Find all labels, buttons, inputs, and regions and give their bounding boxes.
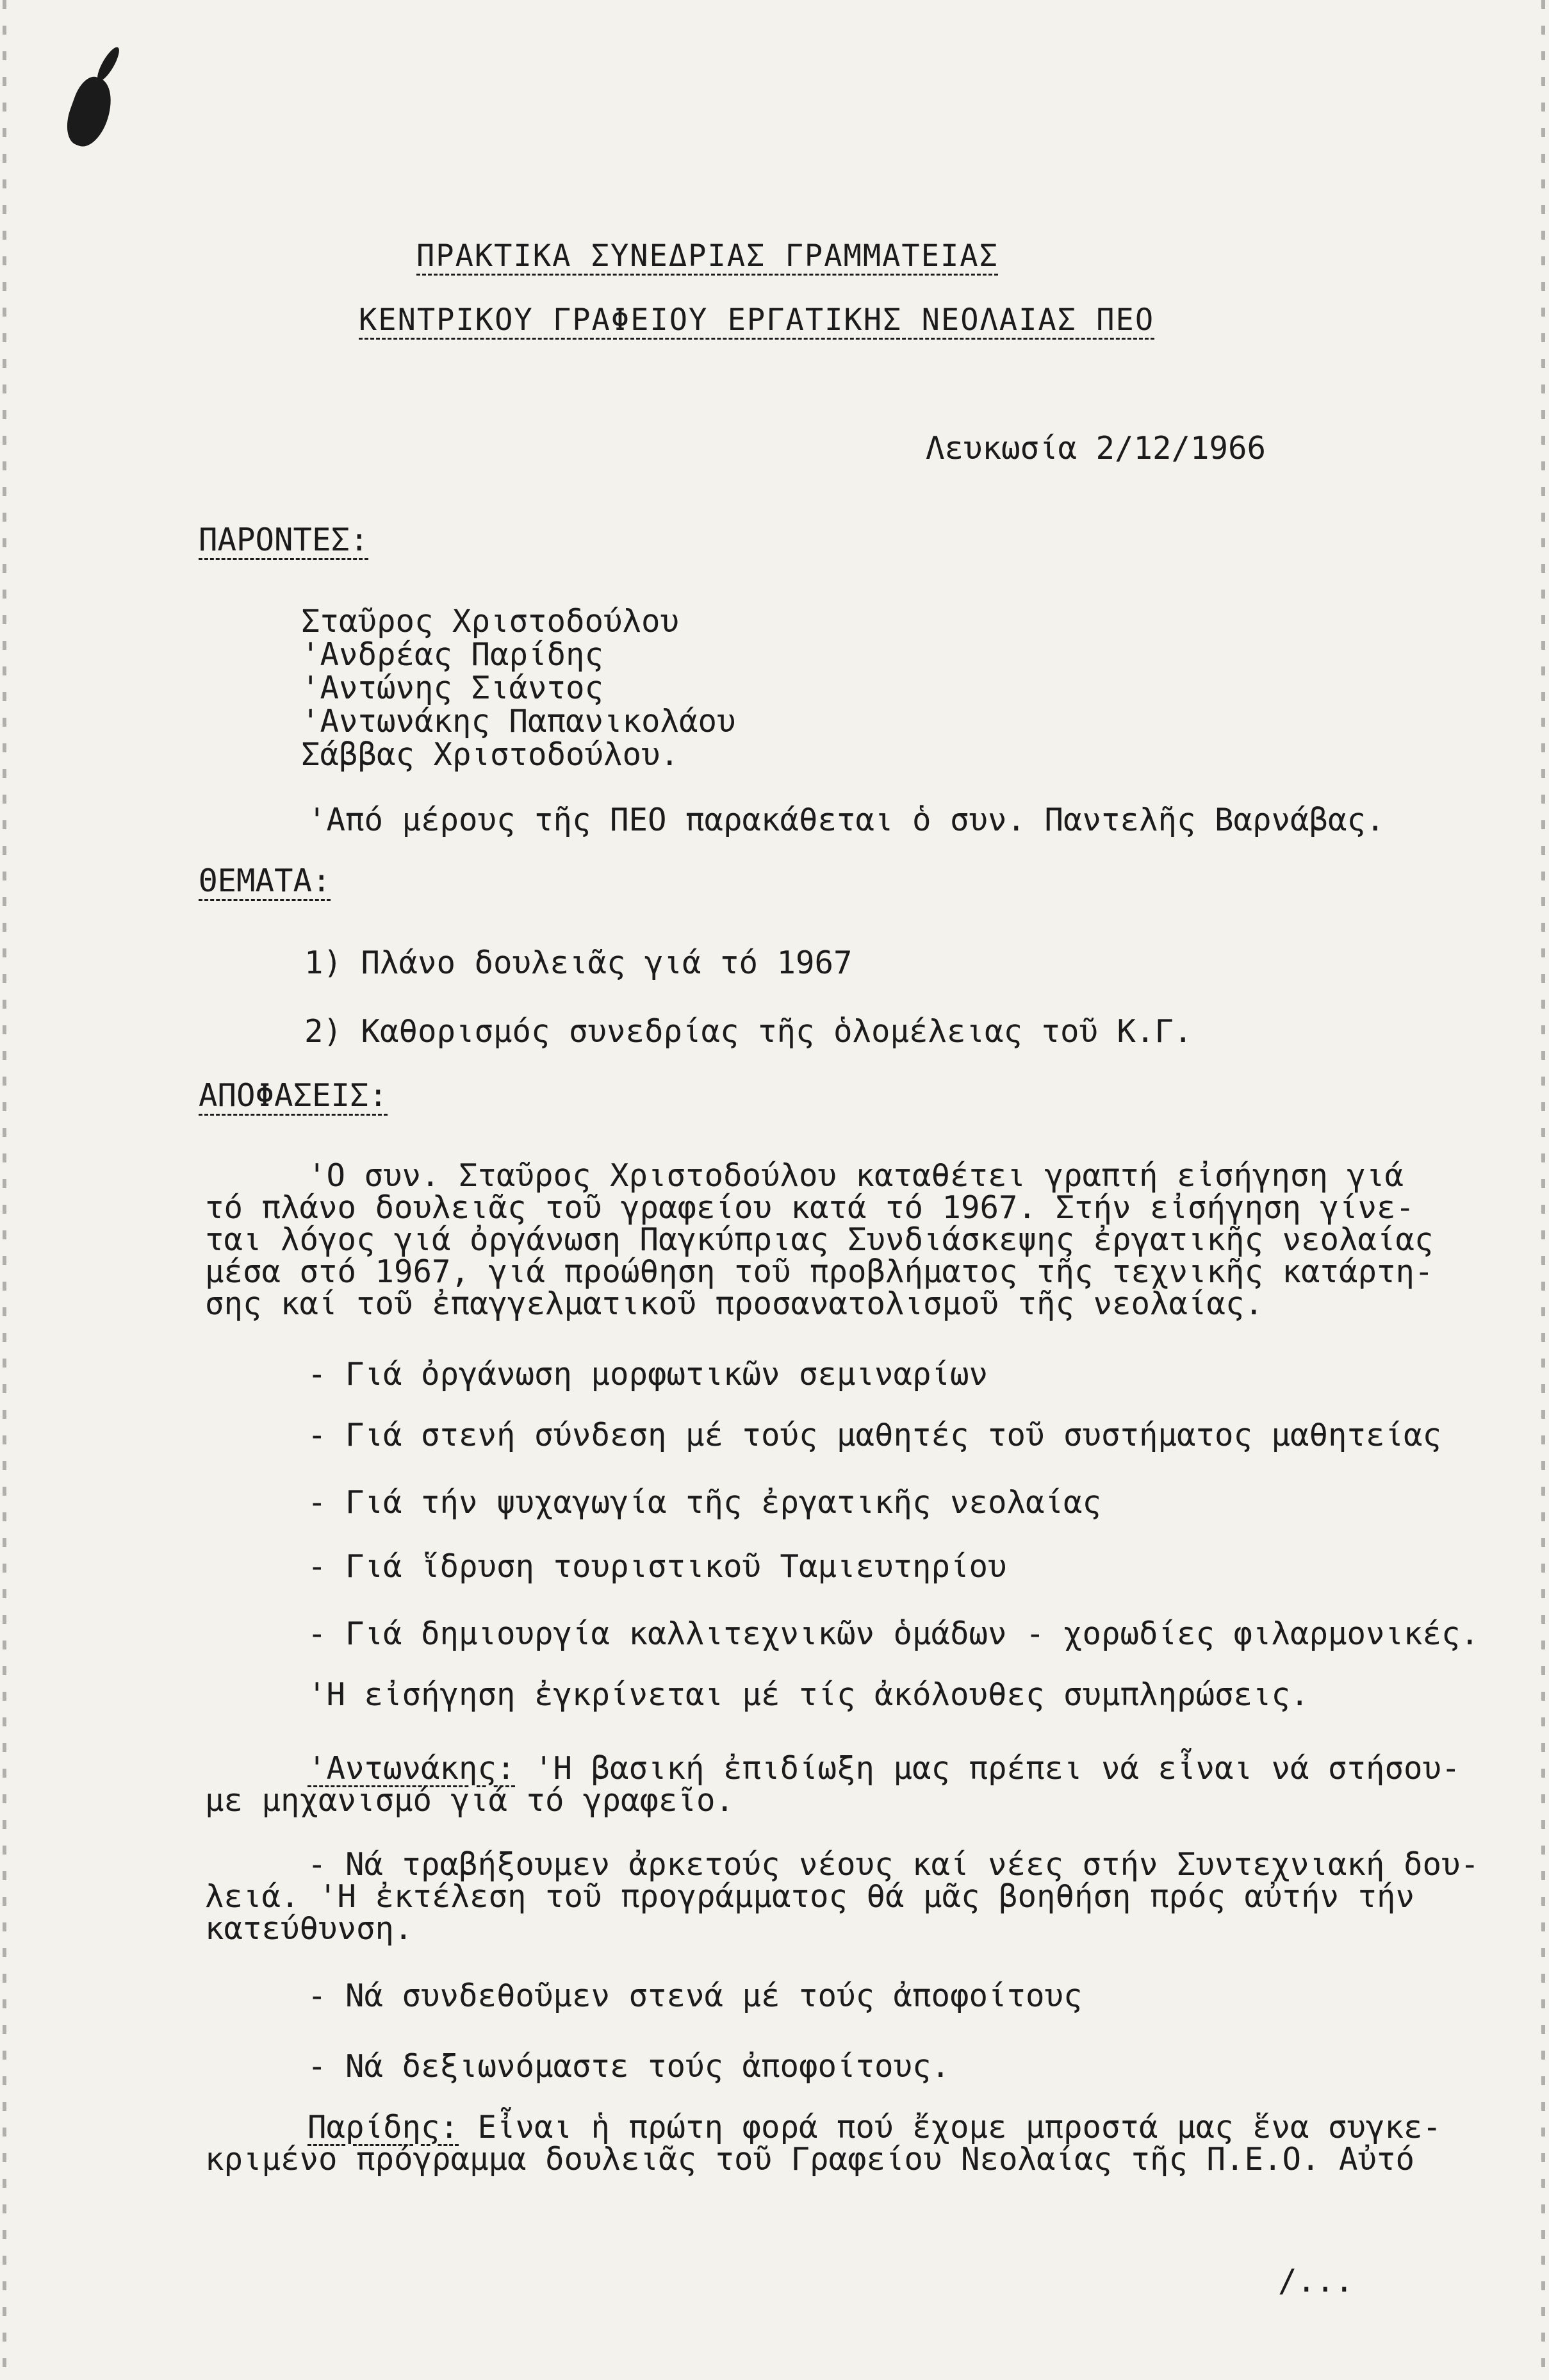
- decisions-intro-line: σης καί τοῦ ἐπαγγελματικοῦ προσανατολισμοῦ τῆς νεολαίας.: [205, 1285, 1264, 1322]
- decision-bullet: - Γιά ἵδρυση τουριστικοῦ Ταμιευτηρίου: [307, 1548, 1007, 1585]
- decision-bullet: - Γιά ὀργάνωση μορφωτικῶν σεμιναρίων: [307, 1356, 988, 1392]
- decision-bullet: - Γιά δημιουργία καλλιτεχνικῶν ὁμάδων - χορωδίες φιλαρμονικές.: [307, 1616, 1480, 1652]
- decisions-intro-line: μέσα στό 1967, γιά προώθηση τοῦ προβλήματος τῆς τεχνικῆς κατάρτη-: [205, 1253, 1434, 1290]
- attendee-name: 'Ανδρέας Παρίδης: [301, 636, 604, 673]
- antonakis-remark-line-2: με μηχανισμό γιά τό γραφεῖο.: [205, 1782, 735, 1819]
- title-line-1: ΠΡΑΚΤΙΚΑ ΣΥΝΕΔΡΙΑΣ ΓΡΑΜΜΑΤΕΙΑΣ: [416, 238, 999, 274]
- decision-bullet: - Γιά τήν ψυχαγωγία τῆς ἐργατικῆς νεολαίας: [307, 1484, 1102, 1521]
- decisions-intro-line: ται λόγος γιά ὀργάνωση Παγκύπριας Συνδιάσκεψης ἐργατικῆς νεολαίας: [205, 1221, 1434, 1258]
- speaker-name: 'Αντωνάκης:: [307, 1750, 516, 1787]
- decision-approval: 'Η εἰσήγηση ἐγκρίνεται μέ τίς ἀκόλουθες συμπληρώσεις.: [307, 1676, 1309, 1713]
- attendee-name: 'Αντωνάκης Παπανικολάου: [301, 703, 736, 740]
- remark-point-line: - Νά τραβήξουμεν ἀρκετούς νέους καί νέες στήν Συντεχνιακή δου-: [307, 1846, 1480, 1883]
- remark-point-line: κατεύθυνση.: [205, 1910, 413, 1947]
- topics-heading: ΘΕΜΑΤΑ:: [199, 863, 331, 899]
- ink-blot: [60, 72, 120, 152]
- decisions-heading: ΑΠΟΦΑΣΕΙΣ:: [199, 1077, 388, 1114]
- continuation-mark: /...: [1278, 2263, 1354, 2299]
- remark-point: - Νά δεξιωνόμαστε τούς ἀποφοίτους.: [307, 2048, 951, 2085]
- paridis-remark-line-2: κριμένο πρόγραμμα δουλειᾶς τοῦ Γραφείου Νεολαίας τῆς Π.Ε.Ο. Αὐτό: [205, 2141, 1415, 2178]
- attendee-name: 'Αντώνης Σιάντος: [301, 670, 604, 706]
- decisions-intro-line: 'Ο συν. Σταῦρος Χριστοδούλου καταθέτει γραπτή εἰσήγηση γιά: [307, 1157, 1404, 1194]
- speaker-name: Παρίδης:: [307, 2109, 459, 2145]
- remark-text: Εἶναι ἡ πρώτη φορά πού ἔχομε μπροστά μας ἕνα συγκε-: [459, 2109, 1442, 2145]
- attendee-name: Σταῦρος Χριστοδούλου: [301, 603, 680, 640]
- ink-blot: [94, 45, 123, 84]
- attendee-name: Σάββας Χριστοδούλου.: [301, 736, 680, 773]
- remark-text: 'Η βασική ἐπιδίωξη μας πρέπει νά εἶναι νά στήσου-: [515, 1750, 1461, 1787]
- right-edge-noise: [1541, 0, 1545, 2380]
- topic-item: 2) Καθορισμός συνεδρίας τῆς ὁλομέλειας τοῦ Κ.Γ.: [304, 1013, 1193, 1050]
- remark-point-line: λειά. 'Η ἐκτέλεση τοῦ προγράμματος θά μᾶς βοηθήση πρός αὐτήν τήν: [205, 1878, 1415, 1915]
- attendee-note: 'Από μέρους τῆς ΠΕΟ παρακάθεται ὁ συν. Παντελῆς Βαρνάβας.: [307, 802, 1385, 838]
- decision-bullet: - Γιά στενή σύνδεση μέ τούς μαθητές τοῦ συστήματος μαθητείας: [307, 1417, 1442, 1453]
- decisions-intro-line: τό πλάνο δουλειᾶς τοῦ γραφείου κατά τό 1967. Στήν εἰσήγηση γίνε-: [205, 1189, 1415, 1226]
- remark-point: - Νά συνδεθοῦμεν στενά μέ τούς ἀποφοίτους: [307, 1978, 1083, 2014]
- topic-item: 1) Πλάνο δουλειᾶς γιά τό 1967: [304, 945, 853, 981]
- place-date: Λευκωσία 2/12/1966: [926, 430, 1266, 467]
- title-line-2: ΚΕΝΤΡΙΚΟΥ ΓΡΑΦΕΙΟΥ ΕΡΓΑΤΙΚΗΣ ΝΕΟΛΑΙΑΣ ΠΕΟ: [359, 302, 1155, 338]
- left-edge-noise: [3, 0, 6, 2380]
- attendees-heading: ΠΑΡΟΝΤΕΣ:: [199, 522, 369, 558]
